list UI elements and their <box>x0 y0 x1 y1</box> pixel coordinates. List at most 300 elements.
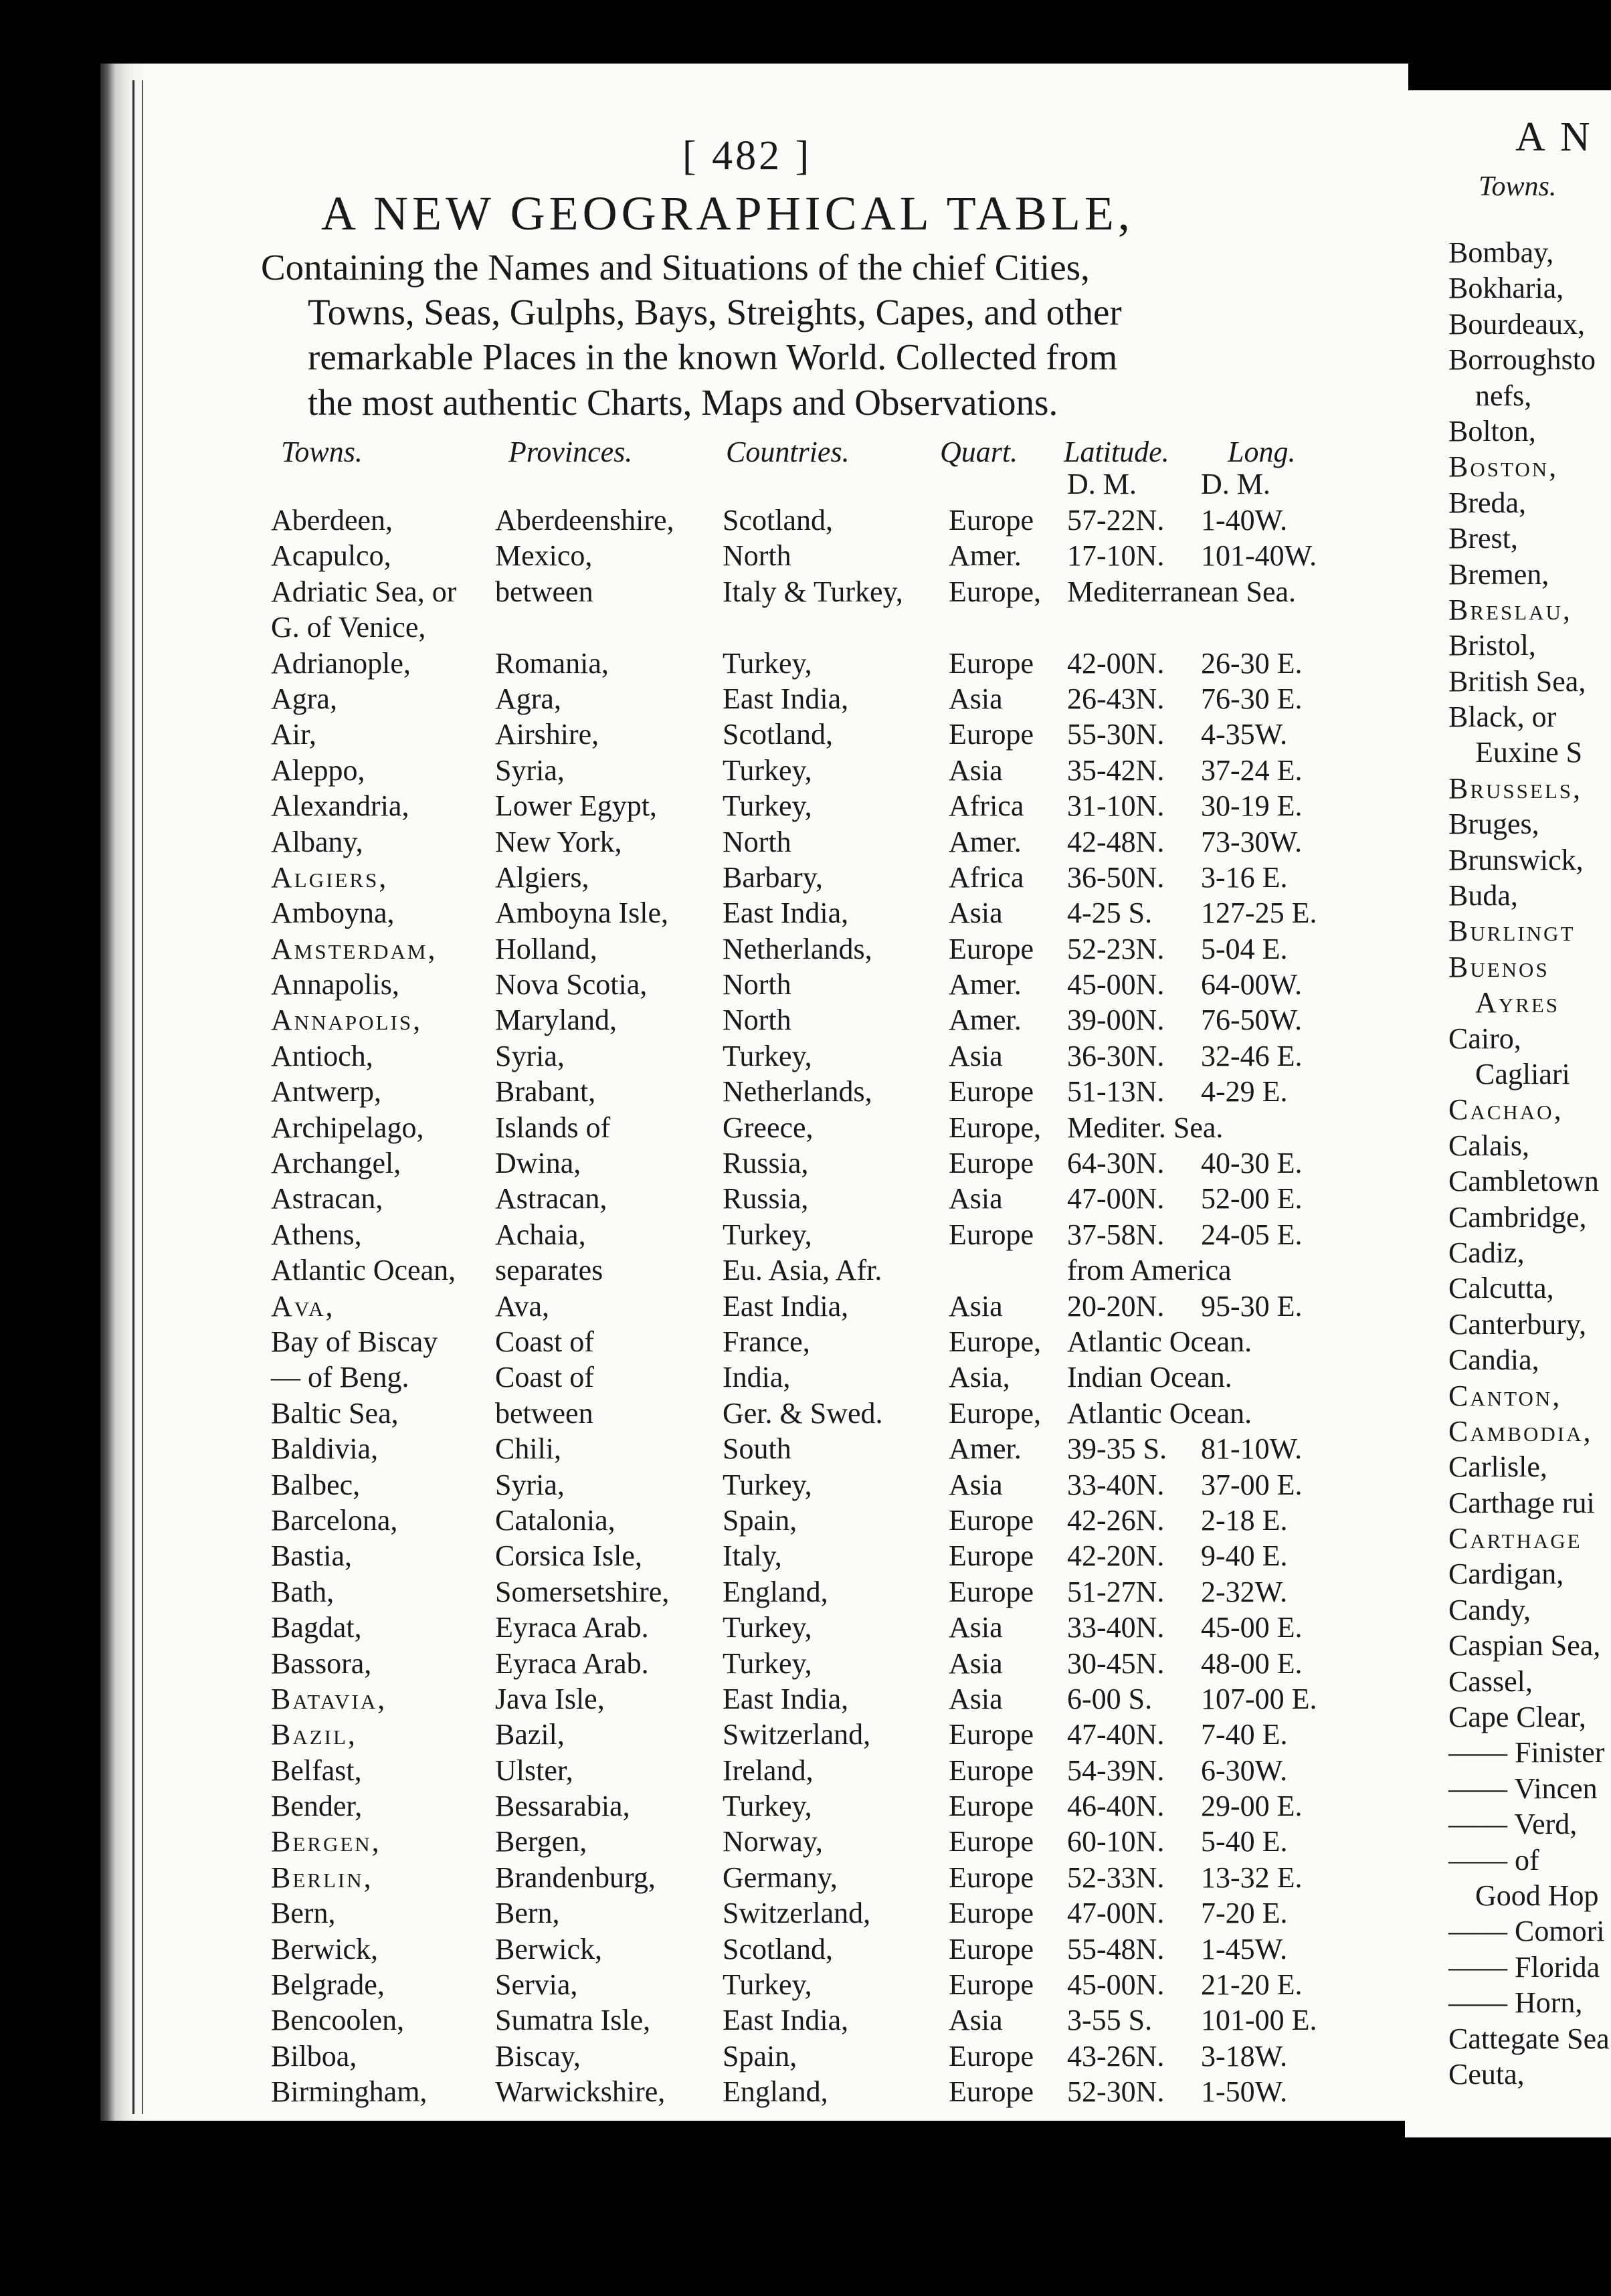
latitude-cell: 52-23N. <box>1067 932 1165 965</box>
right-list-item: Calais, <box>1448 1129 1529 1162</box>
province-cell: Coast of <box>495 1361 594 1394</box>
table-row <box>0 1896 1405 1931</box>
right-list-item: Cambridge, <box>1448 1200 1587 1234</box>
longitude-cell: 9-40 E. <box>1201 1539 1288 1573</box>
province-cell: Sumatra Isle, <box>495 2004 651 2037</box>
table-row <box>0 1646 1405 1682</box>
right-list-item: —— Vincen <box>1448 1772 1598 1805</box>
quarter-cell: Europe <box>949 1503 1034 1537</box>
longitude-cell: 24-05 E. <box>1201 1218 1303 1251</box>
country-cell: North <box>723 539 791 573</box>
longitude-cell: 32-46 E. <box>1201 1039 1303 1072</box>
right-list-item: Bolton, <box>1448 414 1536 448</box>
province-cell: Airshire, <box>495 718 599 751</box>
right-list-item: nefs, <box>1475 379 1532 412</box>
town-cell: Bath, <box>271 1575 335 1608</box>
table-row <box>0 789 1405 824</box>
longitude-cell: 5-04 E. <box>1201 932 1288 965</box>
quarter-cell: Asia <box>949 1039 1003 1072</box>
town-cell: Bender, <box>271 1790 363 1823</box>
table-row <box>0 967 1405 1003</box>
province-cell: Dwina, <box>495 1147 581 1180</box>
latitude-cell: 55-48N. <box>1067 1932 1165 1966</box>
province-cell: Ava, <box>495 1289 550 1323</box>
right-list-item: Breslau, <box>1448 593 1572 626</box>
country-cell: North <box>723 1003 791 1037</box>
table-row <box>0 1325 1405 1360</box>
country-cell: Scotland, <box>723 504 833 537</box>
province-cell: Agra, <box>495 682 561 715</box>
right-list-item: Caspian Sea, <box>1448 1629 1601 1662</box>
latitude-cell: 42-48N. <box>1067 825 1165 858</box>
country-cell: Netherlands, <box>723 1075 872 1109</box>
right-list-item: Brest, <box>1448 522 1518 555</box>
right-list-item: Canton, <box>1448 1379 1562 1412</box>
town-cell: Bern, <box>271 1897 336 1930</box>
quarter-cell: Asia <box>949 1468 1003 1501</box>
table-row <box>0 1824 1405 1860</box>
latitude-cell: 36-50N. <box>1067 860 1165 894</box>
latitude-cell: 55-30N. <box>1067 718 1165 751</box>
town-cell: Bilboa, <box>271 2039 357 2073</box>
country-cell: Norway, <box>723 1825 823 1858</box>
town-cell: Alexandria, <box>271 789 409 823</box>
country-cell: North <box>723 968 791 1001</box>
latitude-cell: 45-00N. <box>1067 1968 1165 2002</box>
latitude-cell: 54-39N. <box>1067 1753 1165 1787</box>
right-list-item: Canterbury, <box>1448 1307 1587 1341</box>
quarter-cell: Asia <box>949 896 1003 930</box>
quarter-cell: Asia <box>949 1289 1003 1323</box>
province-cell: separates <box>495 1254 603 1287</box>
page-number: [ 482 ] <box>682 133 812 179</box>
town-cell: Air, <box>271 718 316 751</box>
quarter-cell: Europe <box>949 1753 1034 1787</box>
province-cell: Islands of <box>495 1111 611 1144</box>
table-row <box>0 717 1405 753</box>
quarter-cell: Asia <box>949 753 1003 787</box>
quarter-cell: Africa <box>949 860 1024 894</box>
latitude-cell: 4-25 S. <box>1067 896 1153 930</box>
table-row <box>0 1253 1405 1288</box>
longitude-cell: 81-10W. <box>1201 1432 1303 1466</box>
column-header-towns: Towns. <box>281 436 363 468</box>
province-cell: Syria, <box>495 753 565 787</box>
quarter-cell: Europe <box>949 1897 1034 1930</box>
province-cell: Holland, <box>495 932 597 965</box>
subtitle-line: Containing the Names and Situations of the chief Cities, <box>261 247 1090 288</box>
latitude-cell: 33-40N. <box>1067 1468 1165 1501</box>
right-page-list <box>1448 235 1610 2093</box>
town-cell: Adriatic Sea, or <box>271 575 457 608</box>
province-cell: Maryland, <box>495 1003 618 1037</box>
table-row <box>0 2003 1405 2038</box>
table-row <box>0 1968 1405 2003</box>
province-cell: Romania, <box>495 646 609 680</box>
remark-cell: Atlantic Ocean. <box>1067 1396 1252 1430</box>
town-cell: Barcelona, <box>271 1503 398 1537</box>
longitude-cell: 40-30 E. <box>1201 1147 1303 1180</box>
quarter-cell: Africa <box>949 789 1024 823</box>
right-list-item: Brunswick, <box>1448 843 1584 876</box>
country-cell: Turkey, <box>723 646 812 680</box>
quarter-cell: Europe <box>949 2075 1034 2109</box>
quarter-cell: Europe <box>949 1075 1034 1109</box>
right-list-item: —— Florida <box>1448 1950 1600 1984</box>
table-row <box>0 503 1405 539</box>
subtitle-line: Towns, Seas, Gulphs, Bays, Streights, Capes, and other <box>308 292 1122 332</box>
right-list-item: Cardigan, <box>1448 1557 1564 1591</box>
right-list-item: Ayres <box>1475 986 1560 1020</box>
right-list-item: Bruges, <box>1448 807 1539 841</box>
town-cell: Amboyna, <box>271 896 395 930</box>
province-cell: Biscay, <box>495 2039 581 2073</box>
longitude-cell: 30-19 E. <box>1201 789 1303 823</box>
town-cell: Antwerp, <box>271 1075 381 1109</box>
right-list-item: Cassel, <box>1448 1664 1533 1698</box>
town-cell: Archipelago, <box>271 1111 424 1144</box>
subtitle-line: remarkable Places in the known World. Collected from <box>308 337 1118 377</box>
table-row <box>0 575 1405 610</box>
country-cell: Ireland, <box>723 1753 814 1787</box>
town-cell: Bencoolen, <box>271 2004 405 2037</box>
table-row <box>0 1289 1405 1325</box>
country-cell: Turkey, <box>723 1646 812 1680</box>
town-cell: Bagdat, <box>271 1611 362 1644</box>
right-list-item: Buenos <box>1448 950 1549 983</box>
longitude-cell: 76-30 E. <box>1201 682 1303 715</box>
town-cell: Bergen, <box>271 1825 381 1858</box>
table-row <box>0 1432 1405 1467</box>
right-list-item: —— Horn, <box>1448 1986 1583 2020</box>
quarter-cell: Asia, <box>949 1361 1010 1394</box>
right-list-item: Cagliari <box>1475 1057 1570 1090</box>
latitude-cell: 37-58N. <box>1067 1218 1165 1251</box>
quarter-cell: Amer. <box>949 825 1022 858</box>
quarter-cell: Europe <box>949 1718 1034 1751</box>
table-row <box>0 753 1405 789</box>
table-row <box>0 1503 1405 1539</box>
right-list-item: Cambodia, <box>1448 1414 1593 1448</box>
latitude-cell: 47-00N. <box>1067 1897 1165 1930</box>
province-cell: Ulster, <box>495 1753 573 1787</box>
right-list-item: Cachao, <box>1448 1093 1563 1127</box>
latitude-units: D. M. <box>1067 468 1137 500</box>
right-list-item: Borroughsto <box>1448 343 1596 377</box>
town-cell: Balbec, <box>271 1468 361 1501</box>
table-row <box>0 1932 1405 1968</box>
longitude-cell: 29-00 E. <box>1201 1790 1303 1823</box>
latitude-cell: 39-00N. <box>1067 1003 1165 1037</box>
quarter-cell: Europe <box>949 932 1034 965</box>
province-cell: Somersetshire, <box>495 1575 670 1608</box>
latitude-cell: 6-00 S. <box>1067 1682 1153 1715</box>
table-row <box>0 646 1405 682</box>
right-list-item: British Sea, <box>1448 664 1586 698</box>
country-cell: East India, <box>723 2004 849 2037</box>
province-cell: Syria, <box>495 1468 565 1501</box>
quarter-cell: Europe <box>949 718 1034 751</box>
right-list-item: Brussels, <box>1448 771 1583 805</box>
table-row <box>0 1789 1405 1824</box>
longitude-cell: 6-30W. <box>1201 1753 1288 1787</box>
country-cell: Russia, <box>723 1147 809 1180</box>
table-row <box>0 1682 1405 1717</box>
right-list-item: Bremen, <box>1448 557 1549 591</box>
longitude-cell: 3-16 E. <box>1201 860 1288 894</box>
longitude-cell: 73-30W. <box>1201 825 1303 858</box>
right-list-item: —— of <box>1448 1843 1539 1877</box>
town-cell: Agra, <box>271 682 337 715</box>
latitude-cell: 46-40N. <box>1067 1790 1165 1823</box>
longitude-cell: 52-00 E. <box>1201 1182 1303 1216</box>
province-cell: Mexico, <box>495 539 593 573</box>
table-row <box>0 539 1405 574</box>
column-header-countries: Countries. <box>726 436 850 468</box>
country-cell: Germany, <box>723 1860 838 1894</box>
quarter-cell: Amer. <box>949 968 1022 1001</box>
longitude-cell: 37-00 E. <box>1201 1468 1303 1501</box>
quarter-cell: Amer. <box>949 1432 1022 1466</box>
right-list-item: Candia, <box>1448 1343 1539 1377</box>
province-cell: Corsica Isle, <box>495 1539 642 1573</box>
remark-cell: Atlantic Ocean. <box>1067 1325 1252 1358</box>
longitude-cell: 4-35W. <box>1201 718 1288 751</box>
quarter-cell: Amer. <box>949 1003 1022 1037</box>
latitude-cell: 42-00N. <box>1067 646 1165 680</box>
latitude-cell: 52-30N. <box>1067 2075 1165 2109</box>
country-cell: East India, <box>723 682 849 715</box>
province-cell: Nova Scotia, <box>495 968 648 1001</box>
table-row <box>0 1539 1405 1574</box>
table-row <box>0 1575 1405 1610</box>
province-cell: Warwickshire, <box>495 2075 666 2109</box>
longitude-cell: 64-00W. <box>1201 968 1303 1001</box>
right-list-item: Candy, <box>1448 1593 1531 1626</box>
table-row <box>0 610 1405 646</box>
longitude-cell: 1-50W. <box>1201 2075 1288 2109</box>
longitude-units: D. M. <box>1201 468 1270 500</box>
right-list-item: Carlisle, <box>1448 1450 1547 1484</box>
longitude-cell: 2-18 E. <box>1201 1503 1288 1537</box>
town-cell: Acapulco, <box>271 539 391 573</box>
table-row <box>0 2075 1405 2110</box>
right-list-item: Ceuta, <box>1448 2057 1525 2091</box>
latitude-cell: 57-22N. <box>1067 504 1165 537</box>
country-cell: Italy, <box>723 1539 782 1573</box>
right-list-item: Carthage rui <box>1448 1486 1595 1519</box>
right-list-item: Bristol, <box>1448 629 1536 662</box>
town-cell: Bastia, <box>271 1539 352 1573</box>
latitude-cell: 31-10N. <box>1067 789 1165 823</box>
right-list-item: Burlingt <box>1448 915 1576 948</box>
latitude-cell: 3-55 S. <box>1067 2004 1153 2037</box>
quarter-cell: Europe <box>949 1860 1034 1894</box>
country-cell: Turkey, <box>723 1218 812 1251</box>
right-list-item: —— Finister <box>1448 1736 1605 1769</box>
table-row <box>0 896 1405 931</box>
table-row <box>0 1146 1405 1181</box>
quarter-cell: Amer. <box>949 539 1022 573</box>
country-cell: South <box>723 1432 791 1466</box>
country-cell: Spain, <box>723 1503 797 1537</box>
longitude-cell: 101-40W. <box>1201 539 1317 573</box>
latitude-cell: 45-00N. <box>1067 968 1165 1001</box>
country-cell: Turkey, <box>723 1039 812 1072</box>
town-cell: Baldivia, <box>271 1432 379 1466</box>
province-cell: Brandenburg, <box>495 1860 656 1894</box>
longitude-cell: 3-18W. <box>1201 2039 1288 2073</box>
remark-cell: Indian Ocean. <box>1067 1361 1232 1394</box>
country-cell: Turkey, <box>723 1468 812 1501</box>
table-row <box>0 1610 1405 1646</box>
remark-cell: Mediter. Sea. <box>1067 1111 1224 1144</box>
country-cell: Netherlands, <box>723 932 872 965</box>
right-list-item: Breda, <box>1448 486 1527 519</box>
town-cell: Birmingham, <box>271 2075 428 2109</box>
country-cell: Turkey, <box>723 1790 812 1823</box>
town-cell: Annapolis, <box>271 968 399 1001</box>
town-cell: Ava, <box>271 1289 335 1323</box>
table-row <box>0 1360 1405 1396</box>
province-cell: Bergen, <box>495 1825 587 1858</box>
country-cell: Turkey, <box>723 789 812 823</box>
quarter-cell: Europe, <box>949 575 1042 608</box>
right-list-item: Bokharia, <box>1448 272 1564 305</box>
latitude-cell: 35-42N. <box>1067 753 1165 787</box>
town-cell: Baltic Sea, <box>271 1396 399 1430</box>
right-list-item: Buda, <box>1448 879 1518 913</box>
table-row <box>0 1074 1405 1110</box>
latitude-cell: 33-40N. <box>1067 1611 1165 1644</box>
quarter-cell: Asia <box>949 1611 1003 1644</box>
province-cell: Aberdeenshire, <box>495 504 674 537</box>
country-cell: Turkey, <box>723 753 812 787</box>
province-cell: Catalonia, <box>495 1503 615 1537</box>
town-cell: Belgrade, <box>271 1968 385 2002</box>
quarter-cell: Europe <box>949 1825 1034 1858</box>
country-cell: Russia, <box>723 1182 809 1216</box>
latitude-cell: 51-13N. <box>1067 1075 1165 1109</box>
quarter-cell: Europe <box>949 504 1034 537</box>
country-cell: India, <box>723 1361 791 1394</box>
town-cell: Berlin, <box>271 1860 373 1894</box>
right-page-heading: A N <box>1515 114 1594 160</box>
latitude-cell: 17-10N. <box>1067 539 1165 573</box>
country-cell: Scotland, <box>723 1932 833 1966</box>
table-row <box>0 1753 1405 1789</box>
quarter-cell: Europe <box>949 1218 1034 1251</box>
quarter-cell: Europe <box>949 2039 1034 2073</box>
table-row <box>0 932 1405 967</box>
country-cell: England, <box>723 1575 828 1608</box>
country-cell: East India, <box>723 896 849 930</box>
quarter-cell: Europe <box>949 1968 1034 2002</box>
right-list-item: Calcutta, <box>1448 1272 1554 1305</box>
remark-cell: from America <box>1067 1254 1232 1287</box>
town-cell: Atlantic Ocean, <box>271 1254 456 1287</box>
province-cell: Servia, <box>495 1968 578 2002</box>
right-list-item: —— Verd, <box>1448 1808 1578 1841</box>
latitude-cell: 30-45N. <box>1067 1646 1165 1680</box>
table-row <box>0 682 1405 717</box>
country-cell: Greece, <box>723 1111 814 1144</box>
country-cell: Turkey, <box>723 1611 812 1644</box>
right-list-item: Boston, <box>1448 450 1559 484</box>
town-cell: Athens, <box>271 1218 362 1251</box>
longitude-cell: 21-20 E. <box>1201 1968 1303 2002</box>
right-list-item: Bombay, <box>1448 236 1554 269</box>
country-cell: East India, <box>723 1289 849 1323</box>
table-row <box>0 1039 1405 1074</box>
longitude-cell: 107-00 E. <box>1201 1682 1317 1715</box>
town-cell: Aberdeen, <box>271 504 393 537</box>
town-cell: Batavia, <box>271 1682 387 1715</box>
quarter-cell: Europe, <box>949 1111 1042 1144</box>
town-cell: Algiers, <box>271 860 389 894</box>
right-list-item: Good Hop <box>1475 1879 1599 1912</box>
right-column-header-towns: Towns. <box>1479 171 1557 202</box>
subtitle-line: the most authentic Charts, Maps and Observations. <box>308 382 1058 423</box>
country-cell: Eu. Asia, Afr. <box>723 1254 882 1287</box>
page-title: A NEW GEOGRAPHICAL TABLE, <box>321 187 1134 240</box>
country-cell: Switzerland, <box>723 1897 871 1930</box>
province-cell: between <box>495 575 593 608</box>
country-cell: France, <box>723 1325 810 1358</box>
province-cell: Bazil, <box>495 1718 565 1751</box>
country-cell: Turkey, <box>723 1968 812 2002</box>
town-cell: G. of Venice, <box>271 611 426 644</box>
right-list-item: Carthage <box>1448 1522 1582 1555</box>
town-cell: Antioch, <box>271 1039 373 1072</box>
quarter-cell: Europe, <box>949 1325 1042 1358</box>
town-cell: Amsterdam, <box>271 932 438 965</box>
town-cell: Bassora, <box>271 1646 372 1680</box>
latitude-cell: 42-20N. <box>1067 1539 1165 1573</box>
country-cell: Barbary, <box>723 860 823 894</box>
town-cell: Bazil, <box>271 1718 357 1751</box>
right-list-item: Cadiz, <box>1448 1236 1525 1269</box>
province-cell: Eyraca Arab. <box>495 1611 649 1644</box>
province-cell: Chili, <box>495 1432 562 1466</box>
quarter-cell: Europe <box>949 1790 1034 1823</box>
column-header-latitude: Latitude. <box>1064 436 1169 468</box>
province-cell: Amboyna Isle, <box>495 896 669 930</box>
province-cell: Coast of <box>495 1325 594 1358</box>
right-list-item: Cape Clear, <box>1448 1701 1586 1734</box>
latitude-cell: 60-10N. <box>1067 1825 1165 1858</box>
province-cell: Java Isle, <box>495 1682 605 1715</box>
table-row <box>0 1396 1405 1432</box>
longitude-cell: 1-45W. <box>1201 1932 1288 1966</box>
column-header-provinces: Provinces. <box>508 436 633 468</box>
province-cell: Syria, <box>495 1039 565 1072</box>
longitude-cell: 2-32W. <box>1201 1575 1288 1608</box>
country-cell: East India, <box>723 1682 849 1715</box>
town-cell: Adrianople, <box>271 646 411 680</box>
province-cell: Astracan, <box>495 1182 607 1216</box>
latitude-cell: 39-35 S. <box>1067 1432 1167 1466</box>
latitude-cell: 43-26N. <box>1067 2039 1165 2073</box>
longitude-cell: 127-25 E. <box>1201 896 1317 930</box>
right-list-item: Cambletown <box>1448 1165 1599 1198</box>
geographical-table <box>0 503 1405 2111</box>
longitude-cell: 4-29 E. <box>1201 1075 1288 1109</box>
right-list-item: Cattegate Sea <box>1448 2022 1610 2055</box>
country-cell: North <box>723 825 791 858</box>
table-row <box>0 1218 1405 1253</box>
table-row <box>0 1717 1405 1753</box>
